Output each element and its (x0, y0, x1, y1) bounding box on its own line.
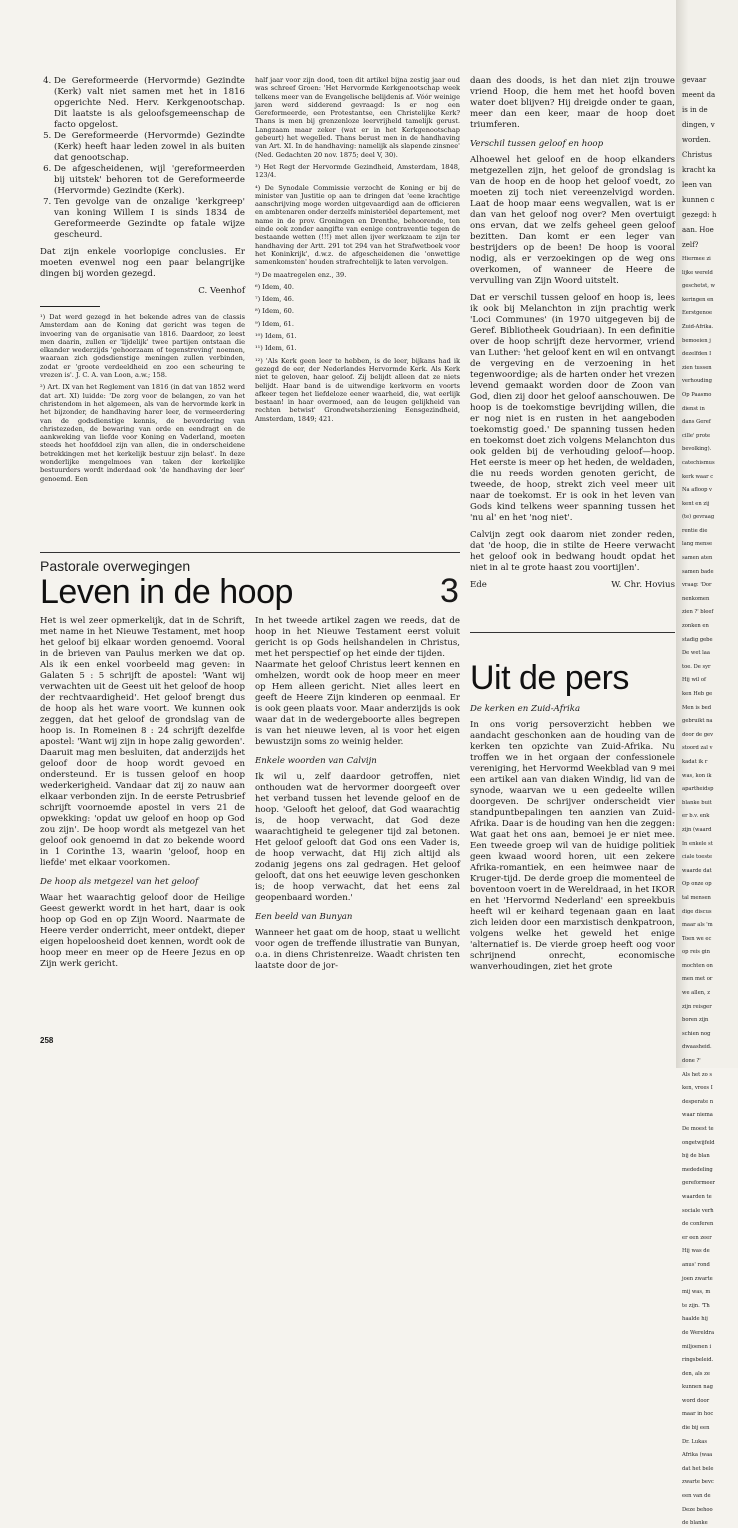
edge-fragment: kracht ka (682, 166, 716, 174)
edge-fragment: boren zijn (682, 1017, 709, 1024)
edge-fragment: de blanke (682, 1520, 708, 1527)
edge-fragment: die bij een (682, 1425, 710, 1432)
edge-fragment: dwaasheid. (682, 1044, 712, 1051)
subheading: Enkele woorden van Calvijn (255, 756, 377, 766)
edge-fragment: word door (682, 1397, 710, 1404)
pastorale-header (40, 558, 460, 611)
edge-fragment: Hij wil of (682, 677, 706, 684)
list-item: 6. De afgescheidenen, wijl 'gereformeerden bij uitstek' behoren tot de Gereformeerde (Hervormde) Gezindte (Kerk). (54, 164, 245, 197)
edge-fragment: meent da (682, 91, 716, 99)
body-paragraph: In het tweede artikel zagen we reeds, dat de hoop in het Nieuwe Testament eerst voluit gericht is op Gods heilshandelen in Christus, met het perspectief op het einde der tijden. Naarmate het geloof Christus leert kennen en omhelzen, wordt ook de hoop meer en meer op Hem alleen gericht. Niet alles leert en geeft de Heere Zijn kinderen op eenmaal. Er is ook geen plaats voor. Maar anderzijds is ook waar dat in de wedergeboorte alles begrepen is van het nieuwe leven, al is voor het eigen bewustzijn soms zo weinig helder. (255, 616, 460, 747)
edge-fragment: In enkele st (682, 840, 713, 847)
signature: C. Veenhof (198, 286, 245, 296)
edge-fragment: kunnen c (682, 196, 715, 204)
edge-fragment: Christus (682, 151, 712, 159)
edge-fragment: den, als ze (682, 1370, 710, 1377)
page-number: 258 (40, 1036, 54, 1045)
list-item: 4. De Gereformeerde (Hervormde) Gezindte (Kerk) valt niet samen met het in 1816 opgerichte Ned. Herv. Kerkgenootschap. Dit laatste is als geloofsgemeenschap de facto opgelost. (54, 76, 245, 131)
edge-fragment: zien tussen (682, 364, 712, 371)
left-column (40, 76, 245, 506)
edge-fragment: Als het zo s (682, 1071, 713, 1078)
edge-fragment: we allen, z (682, 990, 711, 997)
edge-fragment: de conferen (682, 1221, 714, 1228)
byline-place: Ede (470, 580, 487, 590)
edge-fragment: keringen en (682, 296, 714, 303)
edge-fragment: lijke wereld (682, 269, 713, 276)
footnote: half jaar voor zijn dood, toen dit artikel bijna zestig jaar oud was schreef Groen: 'Het Hervormde Kerkgenootschap week telkens meer van de Evangelische belijdenis af. Vóór weinige jaren werd sidderend gevraagd: Is er nog een Gereformeerde, een Protestantse, een Christelijke Kerk? Thans is men bij grenzenloze leervrijheld tamelijk gerust. Langzaam maar zeker (wat er in het Kerkgenootschap gebeurt) het wegelled. Thans berust men in de handhaving van Art. XI. In de handhaving: namelijk als slapende zinsnee' (Ned. Gedachten 20 nov. 1875; deel V, 30). (255, 76, 460, 159)
edge-fragment: dezelfden I (682, 351, 712, 358)
edge-fragment: De wet laa (682, 650, 710, 657)
footnote: ⁴) De Synodale Commissie verzocht de Koning er bij de minister van Justitie op aan te dringen dat 'eene krachtige aanschrijving moge worden uitgevaardigd aan de officieren en ambtenaren onder derzelfs ministeriëel departement, met name in de prov. Groningen en Drenthe, behoorende, ten einde ook zonder aangifte van eenige contraventie tegen de bestaande wetten (!!!) met allen ijver werkzaam te zijn ter handhaving der Artt. 291 tot 294 van het Strafwetboek voor het Koninkrijk', d.w.z. de afgescheidenen die 'onwettige samenkomsten' houden strafrechtelijk te laten vervolgen. (255, 183, 460, 267)
edge-fragment: nenkomen (682, 595, 710, 602)
edge-fragment: samen bade (682, 568, 714, 575)
edge-fragment: ken, vrees I (682, 1085, 713, 1092)
edge-fragment: miljoenen i (682, 1343, 712, 1350)
edge-fragment: Hij was de (682, 1248, 710, 1255)
article-title: Uit de pers (470, 659, 629, 697)
edge-fragment: te zijn. 'Th (682, 1302, 710, 1309)
edge-fragment: bij de blan (682, 1153, 710, 1160)
edge-fragment: dans Geref (682, 419, 711, 426)
edge-fragment: Men is bed (682, 704, 712, 711)
edge-fragment: catechismus (682, 459, 715, 466)
edge-fragment: schien nog (682, 1030, 711, 1037)
edge-fragment: done ?' (682, 1058, 701, 1065)
pastorale-column-1 (40, 616, 245, 1036)
body-paragraph: In ons vorig persoverzicht hebben we aandacht geschonken aan de houding van de kerken ten opzichte van Zuid-Afrika. Nu troffen we in het orgaan der confessionele vereniging, het Hervormd Weekblad van 9 mei een artikel aan van diaken Windig, lid van de synode, waarvan we u een gedeelte willen doorgeven. De schrijver onderscheidt vier standpuntbepalingen ten aanzien van Zuid-Afrika. Daar is de houding van hen die zeggen: Wat gaat het ons aan, bemoei je er niet mee. Een tweede groep wil van de huidige politiek geen kwaad woord horen, uit een zekere Afrika-romantiek, en een heimwee naar de Kruger-tijd. De derde groep die momenteel de boventoon voert in de Wereldraad, in het IKOR en het 'Hervormd Nederland' een spreekbuis heeft wil er keihard tegenaan gaan en laat zich leiden door een marxistisch denkpatroon, volgens welke het geweld het enige 'alternatief is. De vierde groep heeft oog voor schrijnend onrecht, economische wanverhoudingen, ziet het grote (470, 720, 675, 972)
edge-fragment: Zuid-Afrika. (682, 323, 714, 330)
edge-fragment: haalde hij (682, 1316, 708, 1323)
right-top-column (470, 76, 675, 626)
edge-fragment: bemoeien j (682, 337, 711, 344)
edge-fragment: (te) gevraag (682, 514, 715, 521)
edge-fragment: kerk waar c (682, 473, 714, 480)
body-paragraph: Dat er verschil tussen geloof en hoop is, lees ik ook bij Melanchton in zijn prachtig werk 'Loci Communes' (in 1970 uitgegeven bij de Geref. Bibliotheek Goudriaan). In een definitie over de hoop schrijft deze hervormer, vriend van Luther: 'het geloof kent en wil en ontvangt de vergeving en de verzoening in het tegenwoordige; als de harten onder het vrezen levend gemaakt worden door de Zoon van God, dien zij door het geloof aanschouwen. De hoop is de toekomstige bevrijding willen, die er nog niet is en rusten in het aangeboden toekomstig goed.' De spanning tussen heden en toekomst doet zich volgens Melanchton dus ook gelden bij de verhouding geloof—hoop. Het eerste is meer op het heden, de weldaden, die nu reeds worden genoten gericht, de tweede, de hoop, strekt zich veel meer uit naar de toekomst. Er is ook in het leven van Gods kind telkens weer spanning tussen het 'nu al' en het 'nog niet'. (470, 293, 675, 523)
section-divider (470, 632, 675, 633)
subheading: Een beeld van Bunyan (255, 912, 353, 922)
edge-fragment: samen aten (682, 555, 713, 562)
footnote: ¹⁰) Idem, 61. (255, 332, 297, 341)
byline (470, 580, 675, 590)
edge-fragment: dat het bele (682, 1465, 714, 1472)
edge-fragment: kent en zij (682, 500, 710, 507)
edge-fragment: zijn reisger (682, 1003, 712, 1010)
edge-fragment: mij was, m (682, 1289, 711, 1296)
edge-fragment: cille' prote (682, 432, 711, 439)
conclusions-list (40, 76, 245, 241)
edge-fragment: mochten on (682, 962, 713, 969)
edge-fragment: desperate n (682, 1098, 714, 1105)
edge-fragment: sociale verh (682, 1207, 714, 1214)
edge-fragment: ciale toeste (682, 854, 713, 861)
edge-fragment: er een zeer (682, 1234, 712, 1241)
continuation-paragraph: daan des doods, is het dan niet zijn trouwe vriend Hoop, die hem met het hoofd boven water doet blijven? Hij dreigde onder te gaan, meer dan een keer, maar de hoop doet triumferen. (470, 76, 675, 130)
edge-fragment: Deze behoo (682, 1506, 713, 1513)
edge-fragment: dienst in (682, 405, 705, 412)
body-paragraph: Alhoewel het geloof en de hoop elkanders metgezellen zijn, het geloof de grondslag is van de hoop en de hoop het geloof voedt, zo moeten zij toch niet vereenzelvigd worden. Laat de hoop maar eens wegvallen, wat is er dan van het geloof nog over? Men overtuigt ons ervan, dat we zelfs geheel geen geloof bezitten. Dan komt er een leger van bestrijders op de been! De hoop is vooral nodig, als er verzoekingen op de weg ons overkomen, of wanneer de Heere de vervulling van Zijn Woord uitstelt. (470, 155, 675, 286)
footnote: ²) Art. IX van het Reglement van 1816 (in dat van 1852 werd dat art. XI) luidde: 'De zorg voor de belangen, zo van het christendom in het algemeen, als van de hervormde kerk in het bijzonder, de handhaving harer leer, de vermeerdering van de godsdienstige kennis, de bevordering van christezeden, de bewaring van orde en eendragt en de aankweking van liefde voor Koning en Vaderland, moeten steeds het hoofddoel zijn van allen, die in onderscheidene betrekkingen met het kerkelijk bestuur zijn belast'. In deze wonderlijke mengelmoes van taken der kerkelijke bestuurders wordt inderdaad ook 'de handhaving der leer' genoemd. Een (40, 383, 245, 483)
edge-fragment: vraag: 'Dor (682, 582, 712, 589)
edge-fragment: is in de (682, 106, 708, 114)
edge-fragment: tal mensen (682, 894, 711, 901)
edge-fragment: maar als 'm (682, 922, 713, 929)
edge-fragment: Eerstgenoe (682, 310, 713, 317)
section-divider (40, 552, 460, 553)
edge-fragment: zien ?' bleef (682, 609, 714, 616)
conclusion-paragraph: Dat zijn enkele voorlopige conclusies. Er moeten evenwel nog een paar belangrijke dingen bij worden gezegd. (40, 247, 245, 279)
footnotes-middle-column (255, 76, 460, 506)
footnote: ⁵) De maatregelen enz., 39. (255, 270, 347, 279)
article-series-number: 3 (440, 572, 459, 610)
edge-fragment: apartheidsp (682, 786, 714, 793)
edge-fragment: blanke buit (682, 799, 712, 806)
footnote: ¹²) 'Als Kerk geen leer te hebben, is de leer, bijkans had ik gezegd de eer, der Nederlandes Hervormde Kerk. Als Kerk niet te geloven, haar geloof. Zij belijdt alleen dat ze niets belijdt. Haar band is de uitwendige kerkvorm en voorts afkeer tegen het liefdeloze eener waarheid, die, wat eerlijk bestaan! in haar overmoed, aan de leugen gelijkheid van rechten betwist' Grondwetsherziening Eensgezindheid, Amsterdam, 1849; 421. (255, 356, 460, 423)
edge-fragment: gereformeer (682, 1180, 716, 1187)
edge-fragment: was, kon ik (682, 772, 712, 779)
body-paragraph: Wanneer het gaat om de hoop, staat u wellicht voor ogen de treffende illustratie van Bunyan, o.a. in diens Christenreize. Waadt christen ten laatste door de jor- (255, 928, 460, 971)
edge-fragment: waarden te (682, 1193, 712, 1200)
edge-fragment: geschetst, w (682, 283, 715, 290)
footnote-divider (40, 306, 100, 307)
edge-fragment: leen van (682, 181, 712, 189)
subheading: De hoop als metgezel van het geloof (40, 877, 199, 887)
footnote: ¹) Dat werd gezegd in het bekende adres van de classis Amsterdam aan de Koning dat gericht was tegen de invoering van de organisatie van 1816. Daardoor, zo leest men daarin, zullen er 'lijdelijk' twee partijen ontstaan die elkander wederzijds 'gehoorzaam of tegenstreving' noemen, waaraan zich godsdienstige meningen zullen verbinden, zodat er 'groote verdeeldheid en zoo een scheuring te vrezen is'. J. C. A. van Loon, a.w.; 158. (40, 313, 245, 380)
edge-fragment: Dr. Lukas (682, 1438, 708, 1445)
edge-fragment: aan. Hoe (682, 226, 714, 234)
edge-fragment: toe. De syr (682, 663, 711, 670)
edge-fragment: door de gev (682, 731, 714, 738)
footnote: ¹¹) Idem, 61. (255, 344, 297, 353)
section-kicker: Pastorale overwegingen (40, 558, 191, 574)
edge-fragment: anus' rond (682, 1261, 710, 1268)
edge-fragment: Toen we ec (682, 935, 712, 942)
edge-fragment: maar in hoc (682, 1411, 714, 1418)
subheading: De kerken en Zuid-Afrika (470, 704, 581, 714)
edge-fragment: worden. (682, 136, 711, 144)
list-item: 7. Ten gevolge van de onzalige 'kerkgreep' van koning Willem I is sinds 1834 de Gereformeerde Gezindte op fatale wijze gescheurd. (54, 197, 245, 241)
footnote: ⁷) Idem, 46. (255, 295, 294, 304)
edge-fragment: verhouding (682, 378, 712, 385)
adjacent-page-text (682, 76, 738, 1527)
article-title: Leven in de hoop (40, 573, 293, 611)
edge-fragment: dige discus (682, 908, 712, 915)
edge-fragment: er b.v. enk (682, 813, 710, 820)
edge-fragment: gevaar (682, 76, 707, 84)
body-paragraph: Het is wel zeer opmerkelijk, dat in de Schrift, met name in het Nieuwe Testament, met hoop het geloof bij elkaar worden genoemd. Vooral in de brieven van Paulus merken we dat op. Als ik een enkel voorbeeld mag geven: in Galaten 5 : 5 schrijft de apostel: 'Want wij verwachten uit de Geest uit het geloof de hoop der rechtvaardigheid'. Het geloof brengt dus de hoop als het ware voort. We kunnen ook zeggen, dat het geloof de grondslag van de hoop is. In Romeinen 8 : 24 schrijft dezelfde apostel: 'Want wij zijn in hope zalig geworden'. Daaruit mag men besluiten, dat anderzijds het geloof door de hoop wordt gevoed en ondersteund. Er is tussen geloof en hoop wederkerigheid. Vandaar dat zij zo nauw aan elkaar verbonden zijn. In de eerste Petrusbrief schrijft voornoemde apostel in vers 21 de opwekking: 'opdat uw geloof en hoop op God zou zijn'. De hoop wordt als metgezel van het geloof ook genoemd in dat zo bekende woord in 1 Corinthe 13, waarin 'geloof, hoop en liefde' met elkaar voorkomen. (40, 616, 245, 868)
edge-fragment: op reis gin (682, 949, 710, 956)
edge-fragment: Op Paasmo (682, 391, 712, 398)
edge-fragment: joen zwarte (682, 1275, 713, 1282)
edge-fragment: zijn (waard (682, 826, 712, 833)
body-paragraph: Waar het waarachtig geloof door de Heilige Geest gewerkt wordt in het hart, daar is ook hoop op God en op Zijn Woord. Naarmate de Heere verder onderricht, meer ontdekt, dieper eigen hopeloosheid doet kennen, wordt ook de hoop meer en meer op de Heere Jezus en op Zijn werk gericht. (40, 893, 245, 969)
edge-fragment: waar niema (682, 1112, 713, 1119)
footnote: ⁶) Idem, 40. (255, 282, 294, 291)
edge-fragment: rentie die (682, 527, 708, 534)
footnote: ⁹) Idem, 61. (255, 319, 294, 328)
edge-fragment: een van de (682, 1493, 711, 1500)
edge-fragment: de Wereldra (682, 1329, 715, 1336)
edge-fragment: mededeling (682, 1166, 713, 1173)
edge-fragment: lang mense (682, 541, 713, 548)
footnote: ³) Het Regt der Hervormde Gezindheid, Amsterdam, 1848, 123/4. (255, 162, 460, 180)
edge-fragment: gebruikt na (682, 718, 713, 725)
edge-fragment: stadig gebe (682, 636, 713, 643)
edge-fragment: men met or (682, 976, 713, 983)
edge-fragment: ken Heb ge (682, 691, 713, 697)
edge-fragment: ringsbeleid. (682, 1357, 714, 1364)
edge-fragment: ongetwijfeld (682, 1139, 715, 1146)
footnote: ⁸) Idem, 60. (255, 307, 294, 316)
uit-de-pers-column (470, 660, 675, 1040)
edge-fragment: kadat ik r (682, 758, 708, 765)
edge-fragment: stoord zal v (682, 745, 713, 752)
edge-fragment: waarde dat (682, 867, 712, 874)
body-paragraph: Ik wil u, zelf daardoor getroffen, niet onthouden wat de hervormer doorgeeft over het verband tussen het levende geloof en de hoop. 'Gelooft het geloof, dat God waarachtig is, de hoop verwacht, dat God deze waarachtigheid te gelegener tijd zal betonen. Het geloof gelooft dat God ons een Vader is, de hoop verwacht, dat Hij zich altijd als zodanig jegens ons zal gedragen. Het geloof gelooft, dat ons het eeuwige leven geschonken is; de hoop verwacht, dat het eens zal geopenbaard worden.' (255, 772, 460, 903)
pastorale-column-2 (255, 616, 460, 1036)
byline-author: W. Chr. Hovius (611, 580, 675, 590)
edge-fragment: kunnen nag (682, 1384, 713, 1391)
list-item: 5. De Gereformeerde (Hervormde) Gezindte (Kerk) heeft haar leden zowel in als buiten dat genootschap. (54, 131, 245, 164)
edge-fragment: Op onze op (682, 881, 712, 888)
edge-fragment: Na afloop v (682, 487, 712, 494)
edge-fragment: gezegd: h (682, 211, 717, 219)
edge-fragment: zwarte bevc (682, 1479, 714, 1486)
edge-fragment: zonken en (682, 623, 709, 630)
edge-fragment: Hiermee zi (682, 256, 711, 262)
edge-fragment: dingen, v (682, 121, 715, 129)
edge-fragment: De moest te (682, 1126, 714, 1132)
body-paragraph: Calvijn zegt ook daarom niet zonder reden, dat 'de hoop, die in stilte de Heere verwacht het geloof ook in bedwang houdt opdat het niet in al te grote haast zou voortijlen'. (470, 530, 675, 573)
edge-fragment: bevolking). (682, 446, 712, 453)
edge-fragment: zelf? (682, 241, 699, 249)
subheading: Verschil tussen geloof en hoop (470, 139, 604, 149)
edge-fragment: Afrika (waa (682, 1452, 713, 1459)
